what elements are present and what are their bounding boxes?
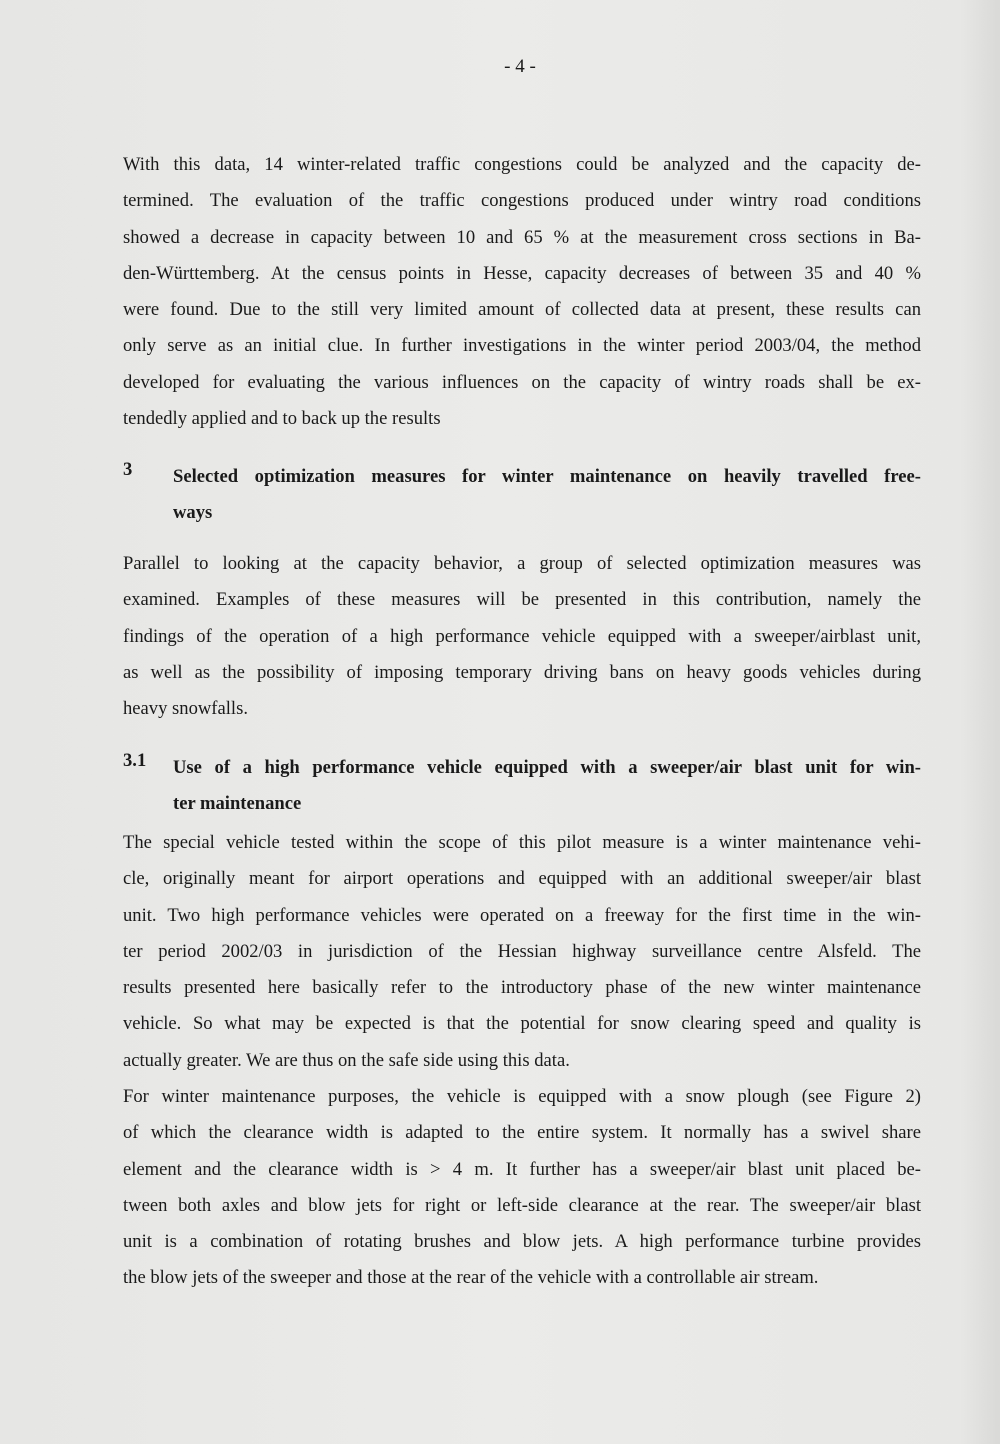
text-line: showed a decrease in capacity between 10 and 65 % at the measurement cross sections in Ba- — [123, 226, 921, 248]
text-line: tendedly applied and to back up the results — [123, 408, 441, 430]
text-line: ways — [173, 502, 213, 524]
text-line: den-Württemberg. At the census points in Hesse, capacity decreases of between 35 and 40 % — [123, 262, 921, 284]
paragraph-vehicle-equipment — [123, 1079, 921, 1297]
text-line: findings of the operation of a high performance vehicle equipped with a sweeper/airblast unit, — [123, 625, 921, 647]
text-line: For winter maintenance purposes, the vehicle is equipped with a snow plough (see Figure 2) — [123, 1086, 921, 1107]
text-line: only serve as an initial clue. In further investigations in the winter period 2003/04, the method — [123, 335, 921, 357]
text-line: Parallel to looking at the capacity behavior, a group of selected optimization measures was — [123, 553, 921, 574]
text-line: The special vehicle tested within the scope of this pilot measure is a winter maintenance vehi- — [123, 832, 921, 853]
text-line: actually greater. We are thus on the safe side using this data. — [123, 1049, 570, 1071]
section-title — [173, 750, 921, 823]
section-number: 3.1 — [123, 750, 147, 771]
text-line: vehicle. So what may be expected is that the potential for snow clearing speed and quality is — [123, 1013, 921, 1035]
section-heading-3-1 — [123, 750, 921, 823]
text-line: the blow jets of the sweeper and those at the rear of the vehicle with a controllable air stream. — [123, 1267, 819, 1289]
text-line: examined. Examples of these measures will be presented in this contribution, namely the — [123, 589, 921, 611]
section-title — [173, 459, 921, 532]
text-line: ter period 2002/03 in jurisdiction of the Hessian highway surveillance centre Alsfeld. The — [123, 940, 921, 962]
paragraph-optimization-measures — [123, 546, 921, 727]
paragraph-capacity-results — [123, 147, 921, 437]
text-line: of which the clearance width is adapted to the entire system. It normally has a swivel share — [123, 1122, 921, 1144]
text-line: element and the clearance width is > 4 m. It further has a sweeper/air blast unit placed be- — [123, 1158, 921, 1180]
text-line: developed for evaluating the various influences on the capacity of wintry roads shall be ex- — [123, 371, 921, 393]
text-line: ter maintenance — [173, 793, 302, 815]
paragraph-special-vehicle — [123, 825, 921, 1079]
text-line: Selected optimization measures for winter maintenance on heavily travelled free- — [173, 466, 921, 487]
text-line: tween both axles and blow jets for right or left-side clearance at the rear. The sweeper/air blast — [123, 1194, 921, 1216]
text-line: termined. The evaluation of the traffic congestions produced under wintry road conditions — [123, 190, 921, 212]
section-number: 3 — [123, 459, 133, 480]
text-line: were found. Due to the still very limited amount of collected data at present, these results can — [123, 299, 921, 321]
text-line: With this data, 14 winter-related traffic congestions could be analyzed and the capacity de- — [123, 154, 921, 175]
text-line: unit is a combination of rotating brushes and blow jets. A high performance turbine provides — [123, 1231, 921, 1253]
text-line: results presented here basically refer to the introductory phase of the new winter maintenance — [123, 977, 921, 999]
page-number: - 4 - — [504, 56, 536, 77]
text-line: as well as the possibility of imposing temporary driving bans on heavy goods vehicles during — [123, 661, 921, 683]
text-line: unit. Two high performance vehicles were operated on a freeway for the first time in the win- — [123, 904, 921, 926]
text-line: Use of a high performance vehicle equipped with a sweeper/air blast unit for win- — [173, 757, 921, 778]
section-heading-3 — [123, 459, 921, 532]
text-line: cle, originally meant for airport operations and equipped with an additional sweeper/air blast — [123, 868, 921, 890]
text-line: heavy snowfalls. — [123, 698, 248, 720]
